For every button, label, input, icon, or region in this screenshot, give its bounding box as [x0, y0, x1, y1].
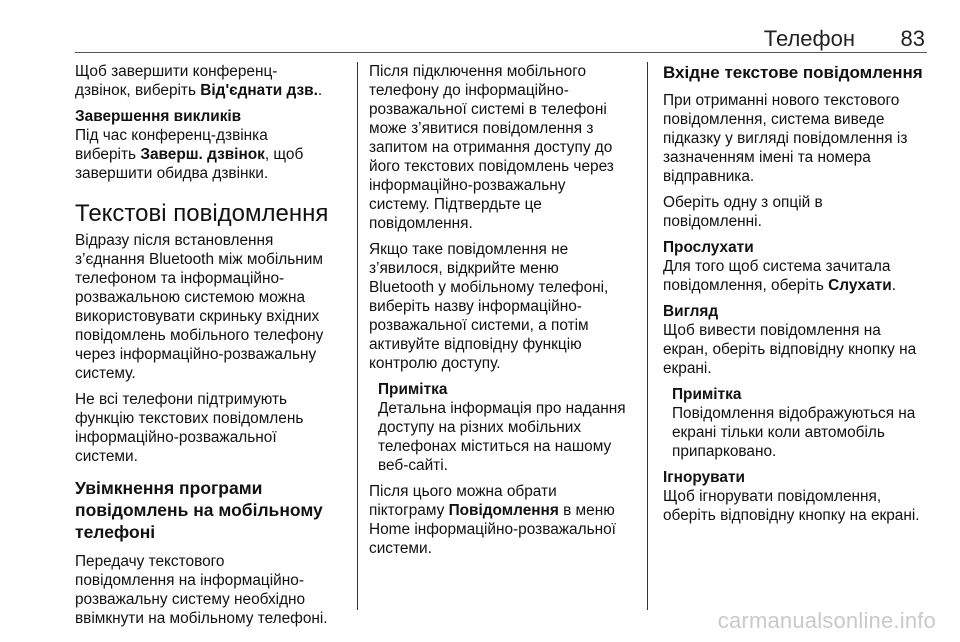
- end-calls-paragraph: [75, 126, 353, 183]
- text-line: інформаційно-розважальну: [369, 177, 566, 194]
- messages-icon-paragraph: [369, 482, 635, 558]
- text-line: піктограму: [369, 502, 449, 519]
- note-block: [369, 380, 635, 475]
- text-line: Після підключення мобільного: [369, 63, 587, 80]
- note-title: Примітка: [672, 386, 742, 403]
- listen-paragraph: [663, 257, 933, 295]
- text-line: в меню: [558, 502, 615, 519]
- text-line: його текстових повідомлень через: [369, 158, 614, 175]
- text-line: повідомлення на інформаційно-: [75, 572, 304, 589]
- choose-option-paragraph: [663, 193, 933, 231]
- text-line: .: [891, 277, 896, 294]
- text-line: Home інформаційно-розважальної: [369, 521, 616, 538]
- text-line: телефоном та інформаційно-: [75, 270, 285, 287]
- text-line: може з’явитися повідомлення з: [369, 120, 594, 137]
- text-line: Передачу текстового: [75, 553, 225, 570]
- note-title: Примітка: [378, 381, 448, 398]
- note-line: доступу на різних мобільних: [378, 419, 582, 436]
- listen-subheading: Прослухати: [663, 239, 754, 256]
- text-line: повідомлення, оберіть: [663, 277, 829, 294]
- note-block: [663, 385, 933, 461]
- heading-line: Увімкнення програми: [75, 478, 263, 498]
- note-line: Детальна інформація про надання: [378, 400, 626, 417]
- column-divider-1: [357, 62, 358, 610]
- text-line: Для того щоб система зачитала: [663, 258, 891, 275]
- text-line: дзвінок, виберіть: [75, 82, 201, 99]
- text-line: інформаційно-розважальної: [75, 429, 277, 446]
- page-header: [75, 22, 927, 53]
- watermark: carmanualsonline.info: [717, 608, 936, 633]
- text-line: повідомлень мобільного телефону: [75, 327, 324, 344]
- note-line: телефонах міститься на нашому: [378, 438, 612, 455]
- column-3: [663, 62, 933, 532]
- end-calls-subheading: Завершення викликів: [75, 108, 242, 125]
- bluetooth-menu-paragraph: [369, 240, 635, 373]
- heading-line: телефоні: [75, 522, 156, 542]
- text-line: розважальну систему необхідно: [75, 591, 306, 608]
- view-subheading: Вигляд: [663, 303, 719, 320]
- text-line: розважальною системою можна: [75, 289, 306, 306]
- text-line: з’єднання Bluetooth між мобільним: [75, 251, 323, 268]
- text-line: системи.: [369, 540, 432, 557]
- text-line: Під час конференц-дзвінка: [75, 127, 268, 144]
- ignore-subheading: Ігнорувати: [663, 469, 745, 486]
- text-line: систему. Підтвердьте це: [369, 196, 542, 213]
- text-line: запитом на отримання доступу до: [369, 139, 613, 156]
- text-line: розважальної системі в телефоні: [369, 101, 607, 118]
- column-1: [75, 62, 353, 635]
- text-line: Оберіть одну з опцій в: [663, 194, 823, 211]
- text-line: .: [317, 82, 323, 99]
- text-line: систему.: [75, 365, 136, 382]
- text-line: підказку у вигляді повідомлення із: [663, 130, 908, 147]
- note-line: Повідомлення відображуються на: [672, 405, 916, 422]
- text-line: контролю доступу.: [369, 355, 501, 372]
- column-2: [369, 62, 635, 565]
- text-line: виберіть назву інформаційно-: [369, 298, 582, 315]
- messages-label: Повідомлення: [448, 502, 559, 519]
- text-line: виберіть: [75, 146, 141, 163]
- end-conference-paragraph: [75, 62, 353, 100]
- text-line: Щоб завершити конференц-: [75, 63, 278, 80]
- text-line: , щоб: [264, 146, 304, 163]
- section-heading-text-messages: Текстові повідомлення: [75, 200, 329, 227]
- text-line: активуйте відповідну функцію: [369, 336, 582, 353]
- note-line: екрані тільки коли автомобіль: [672, 424, 885, 441]
- subsection-heading-incoming-message: Вхідне текстове повідомлення: [663, 63, 923, 82]
- text-line: повідомлення.: [369, 215, 473, 232]
- disconnect-call-label: Від'єднати дзв.: [200, 82, 318, 99]
- page-title: Телефон: [763, 26, 855, 51]
- text-line: відправника.: [663, 168, 755, 185]
- text-line: Щоб вивести повідомлення на: [663, 322, 881, 339]
- text-line: повідомлення, система виведе: [663, 111, 885, 128]
- text-line: з’явилося, відкрийте меню: [369, 260, 559, 277]
- enable-transfer-paragraph: [75, 552, 353, 628]
- listen-label: Слухати: [828, 277, 892, 294]
- text-line: розважальної системи, а потім: [369, 317, 589, 334]
- ignore-paragraph: [663, 487, 933, 525]
- heading-line: повідомлень на мобільному: [75, 500, 323, 520]
- subsection-heading-enable-app: [75, 477, 353, 543]
- text-line: завершити обидва дзвінки.: [75, 165, 269, 182]
- access-request-paragraph: [369, 62, 635, 233]
- text-line: оберіть відповідну кнопку на екрані.: [663, 507, 920, 524]
- column-divider-2: [647, 62, 648, 610]
- view-paragraph: [663, 321, 933, 378]
- text-line: При отриманні нового текстового: [663, 92, 900, 109]
- text-line: через інформаційно-розважальну: [75, 346, 317, 363]
- note-line: веб-сайті.: [378, 457, 448, 474]
- text-line: зазначенням імені та номера: [663, 149, 871, 166]
- text-line: екрані.: [663, 360, 712, 377]
- incoming-message-paragraph: [663, 91, 933, 186]
- text-line: функцію текстових повідомлень: [75, 410, 304, 427]
- text-line: системи.: [75, 448, 138, 465]
- text-line: використовувати скриньку вхідних: [75, 308, 320, 325]
- text-line: Якщо таке повідомлення не: [369, 241, 569, 258]
- text-line: екран, оберіть відповідну кнопку на: [663, 341, 917, 358]
- phones-support-paragraph: [75, 390, 353, 466]
- text-line: Не всі телефони підтримують: [75, 391, 288, 408]
- text-messages-intro-paragraph: [75, 231, 353, 383]
- text-line: Відразу після встановлення: [75, 232, 274, 249]
- text-line: ввімкнути на мобільному телефоні.: [75, 610, 328, 627]
- text-line: Bluetooth у мобільному телефоні,: [369, 279, 609, 296]
- text-line: телефону до інформаційно-: [369, 82, 569, 99]
- text-line: Щоб ігнорувати повідомлення,: [663, 488, 882, 505]
- text-line: Після цього можна обрати: [369, 483, 557, 500]
- page-number: 83: [900, 26, 925, 51]
- note-line: припарковано.: [672, 443, 777, 460]
- end-call-label: Заверш. дзвінок: [140, 146, 265, 163]
- text-line: повідомленні.: [663, 213, 762, 230]
